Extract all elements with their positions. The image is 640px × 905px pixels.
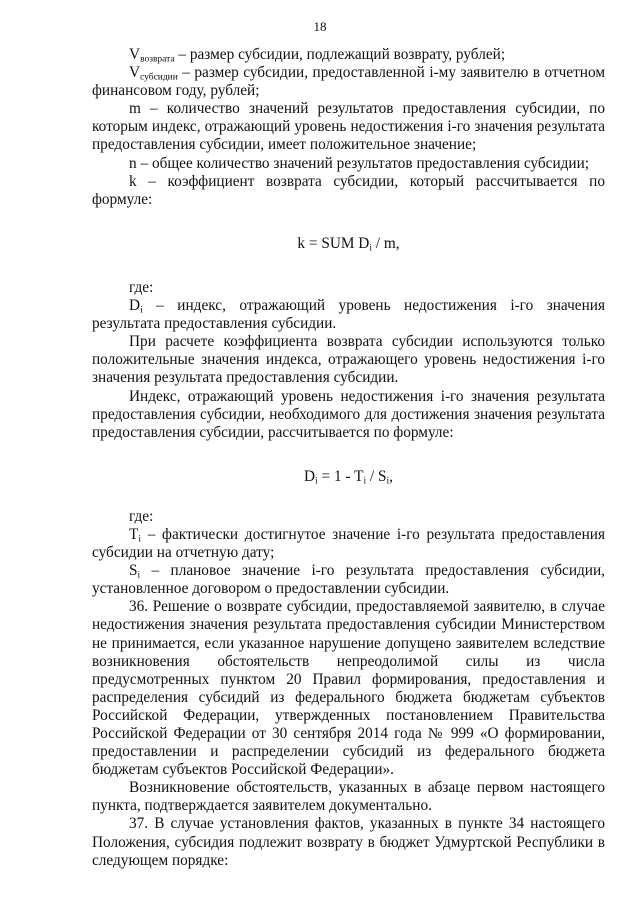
paragraph-si: $S_i$ – плановое значение i-го результата предоставления субсидии, установленное договором о предоставлении субсидии. bbox=[92, 562, 605, 598]
paragraph-ti: $T_i$ – фактически достигнутое значение i-го результата предоставления субсидии на отчетную дату; bbox=[92, 525, 605, 562]
paragraph-m: m – количество значений результатов предоставления субсидии, по которым индекс, отражающий уровень недостижения i-го значения результата предоставления субсидии, имеет положительное значение; bbox=[92, 100, 605, 154]
paragraph-n: n – общее количество значений результатов предоставления субсидии; bbox=[129, 154, 590, 172]
where-label: где: bbox=[129, 507, 154, 525]
paragraph-text: – размер субсидии, подлежащий возврату, рублей; bbox=[174, 46, 506, 63]
document-body bbox=[92, 46, 605, 870]
paragraph-text: – размер субсидии, предоставленной i-му заявителю в отчетном финансовом году, рублей; bbox=[92, 64, 605, 100]
paragraph-index: Индекс, отражающий уровень недостижения i-го значения результата предоставления субсидии, необходимого для достижения значения результата предоставления субсидии, рассчитывается по формуле: bbox=[92, 387, 605, 441]
page-number: 18 bbox=[313, 19, 327, 34]
paragraph-v-return bbox=[92, 46, 605, 64]
paragraph-k: k – коэффициент возврата субсидии, который рассчитывается по формуле: bbox=[92, 172, 605, 208]
formula-k: k = SUM $D_i$ / m, bbox=[297, 234, 400, 254]
symbol: V bbox=[129, 46, 141, 63]
paragraph-37: 37. В случае установления фактов, указанных в пункте 34 настоящего Положения, субсидия подлежит возврату в бюджет Удмуртской Республики в следующем порядке: bbox=[92, 815, 605, 869]
paragraph-di: $D_i$ – индекс, отражающий уровень недостижения i-го значения результата предоставления субсидии. bbox=[92, 297, 605, 333]
paragraph-36: 36. Решение о возврате субсидии, предоставляемой заявителю, в случае недостижения значения результата предоставления субсидии Министерством не принимается, если указанное нарушение допущено заявителем вследствие возникновения обстоятельств непреодолимой силы из числа предусмотренных пунктом 20 Правил формирования, предоставления и распределения субсидий из федерального бюджета бюджетам субъектов Российской Федерации, утвержденных постановлением Правительства Российской Федерации от 30 сентября 2014 года № 999 «О формировании, предоставлении и распределении субсидий из федерального бюджета бюджетам субъектов Российской Федерации». bbox=[92, 598, 605, 779]
symbol-subscript: возврата bbox=[140, 54, 175, 65]
paragraph-occurrence: Возникновение обстоятельств, указанных в абзаце первом настоящего пункта, подтверждается заявителем документально. bbox=[92, 779, 605, 815]
symbol: V bbox=[129, 64, 141, 82]
paragraph-v-subsidy bbox=[92, 64, 605, 100]
where-label: где: bbox=[129, 278, 154, 296]
paragraph-calculation: При расчете коэффициента возврата субсидии используются только положительные значения индекса, отражающего уровень недостижения i-го значения результата предоставления субсидии. bbox=[92, 333, 605, 387]
formula-di: $D_i = 1 - T_i / S_i$, bbox=[304, 467, 393, 487]
symbol-subscript: субсидии bbox=[140, 72, 178, 83]
